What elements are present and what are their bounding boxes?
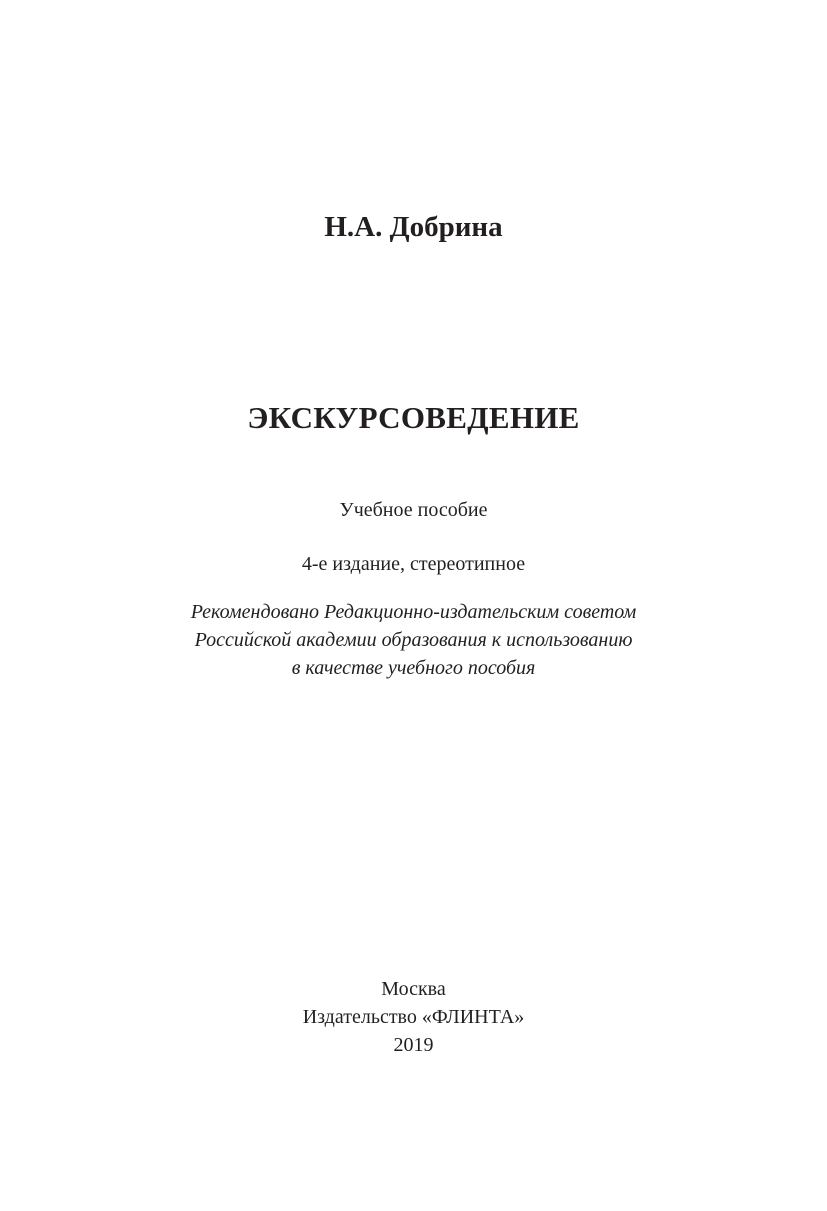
book-title: ЭКСКУРСОВЕДЕНИЕ [247, 400, 580, 435]
recommendation-line: Российской академии образования к использованию [194, 629, 633, 651]
recommendation-statement [0, 598, 827, 682]
recommendation-line: Рекомендовано Редакционно-издательским советом [190, 601, 637, 623]
imprint-year: 2019 [393, 1034, 434, 1056]
publisher-imprint [0, 975, 827, 1059]
imprint-publisher: Издательство «ФЛИНТА» [302, 1006, 525, 1028]
imprint-city: Москва [381, 978, 446, 1000]
edition-statement: 4-е издание, стереотипное [301, 553, 526, 575]
recommendation-line: в качестве учебного пособия [291, 657, 536, 679]
author-name: Н.А. Добрина [324, 211, 503, 243]
book-subtitle: Учебное пособие [339, 499, 488, 521]
